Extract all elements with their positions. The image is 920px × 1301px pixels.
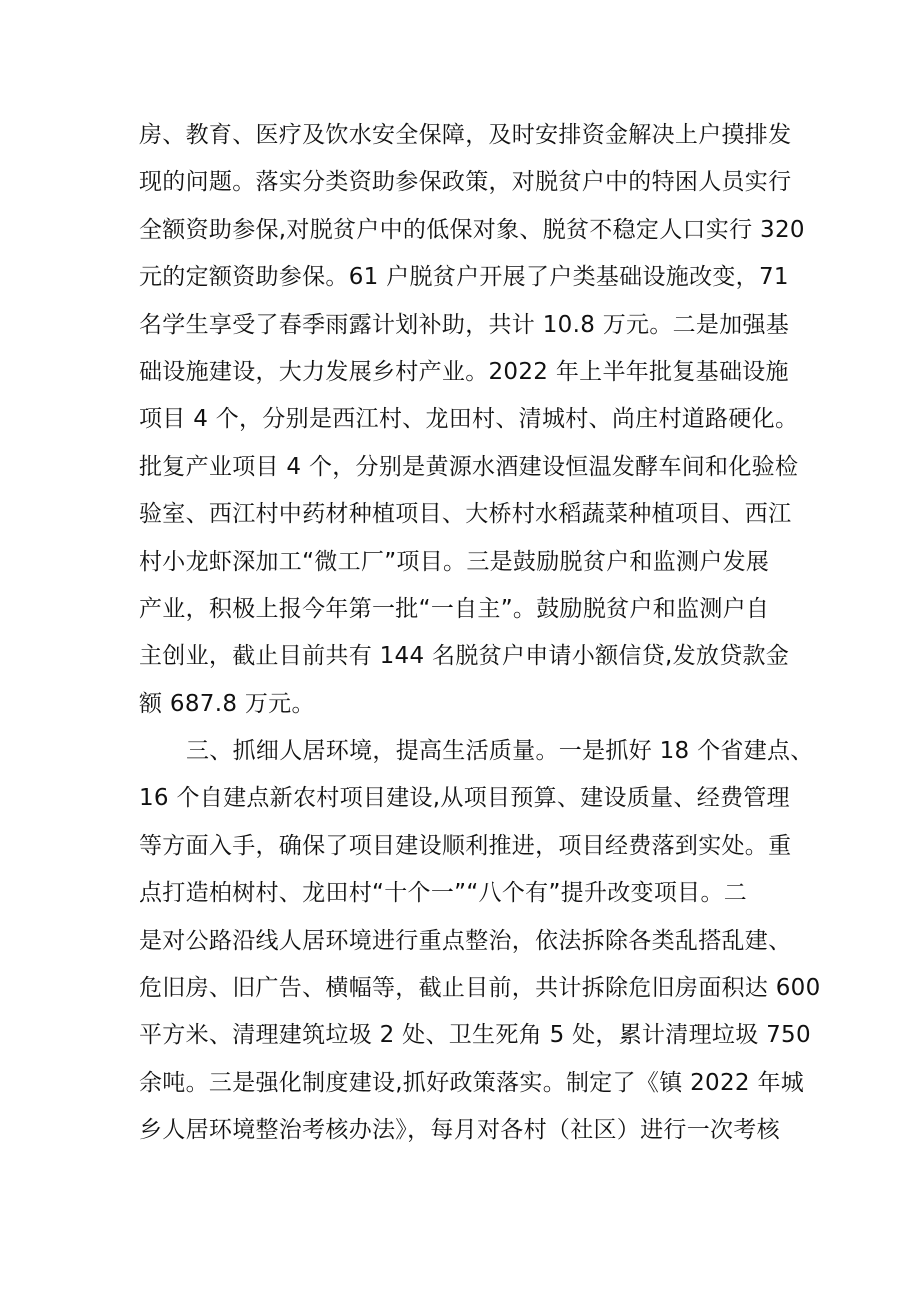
text-line: 等方面入手，确保了项目建设顺利推进，项目经费落到实处。重 bbox=[139, 832, 792, 859]
text-line: 点打造柏树村、龙田村“十个一”“八个有”提升改变项目。二 bbox=[139, 880, 748, 907]
text-line: 名学生享受了春季雨露计划补助，共计 10.8 万元。二是加强基 bbox=[139, 311, 790, 338]
text-line: 主创业，截止目前共有 144 名脱贫户申请小额信贷,发放贷款金 bbox=[139, 643, 790, 670]
text-line: 批复产业项目 4 个，分别是黄源水酒建设恒温发酵车间和化验检 bbox=[139, 453, 799, 480]
text-line: 全额资助参保,对脱贫户中的低保对象、脱贫不稳定人口实行 320 bbox=[139, 216, 805, 243]
text-line: 村小龙虾深加工“微工厂”项目。三是鼓励脱贫户和监测户发展 bbox=[139, 548, 770, 575]
text-line: 余吨。三是强化制度建设,抓好政策落实。制定了《镇 2022 年城 bbox=[139, 1069, 805, 1096]
text-line: 平方米、清理建筑垃圾 2 处、卫生死角 5 处，累计清理垃圾 750 bbox=[139, 1022, 811, 1049]
text-line: 危旧房、旧广告、横幅等，截止目前，共计拆除危旧房面积达 600 bbox=[139, 975, 821, 1002]
text-line: 房、教育、医疗及饮水安全保障，及时安排资金解决上户摸排发 bbox=[139, 122, 792, 148]
section-heading-line: 三、抓细人居环境，提高生活质量。一是抓好 18 个省建点、 bbox=[186, 738, 814, 765]
document-body bbox=[139, 112, 821, 1155]
text-line: 产业，积极上报今年第一批“一自主”。鼓励脱贫户和监测户自 bbox=[139, 595, 770, 622]
text-line: 础设施建设，大力发展乡村产业。2022 年上半年批复基础设施 bbox=[139, 358, 789, 385]
text-line: 16 个自建点新农村项目建设,从项目预算、建设质量、经费管理 bbox=[139, 785, 790, 812]
text-line: 项目 4 个，分别是西江村、龙田村、清城村、尚庄村道路硬化。 bbox=[139, 406, 799, 433]
text-line: 验室、西江村中药材种植项目、大桥村水稻蔬菜种植项目、西江 bbox=[139, 501, 792, 528]
text-line: 元的定额资助参保。61 户脱贫户开展了户类基础设施改变，71 bbox=[139, 264, 789, 291]
text-line: 额 687.8 万元。 bbox=[139, 690, 315, 717]
text-line: 乡人居环境整治考核办法》，每月对各村（社区）进行一次考核 bbox=[139, 1117, 780, 1144]
text-line: 现的问题。落实分类资助参保政策，对脱贫户中的特困人员实行 bbox=[139, 169, 792, 196]
text-line: 是对公路沿线人居环境进行重点整治，依法拆除各类乱搭乱建、 bbox=[139, 927, 792, 954]
